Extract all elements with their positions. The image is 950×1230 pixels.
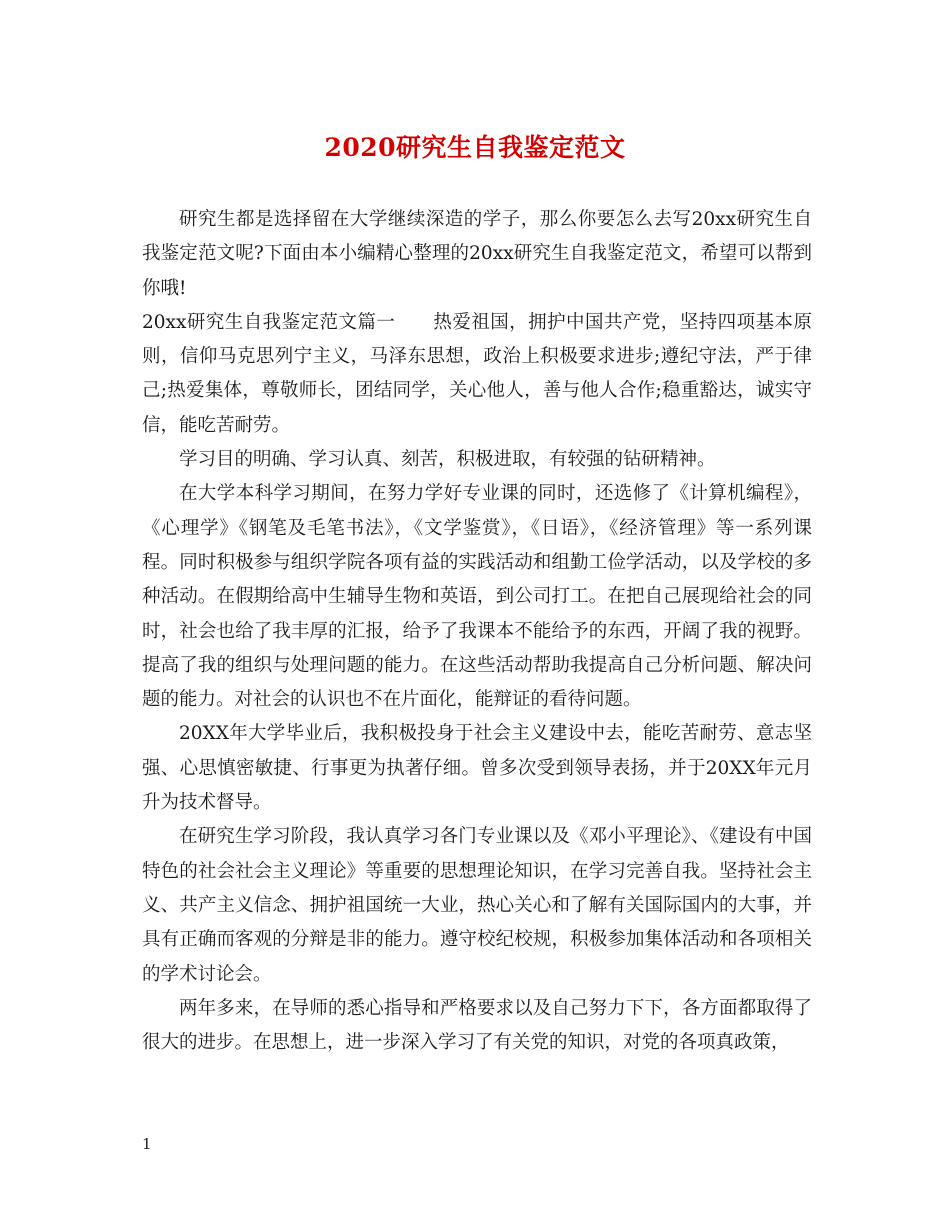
document-body — [142, 203, 812, 1060]
paragraph: 两年多来，在导师的悉心指导和严格要求以及自己努力下下，各方面都取得了很大的进步。在思想上，进一步深入学习了有关党的知识，对党的各项真政策， — [142, 997, 812, 1054]
paragraph: 在研究生学习阶段，我认真学习各门专业课以及《邓小平理论》、《建设有中国特色的社会社会主义理论》等重要的思想理论知识，在学习完善自我。坚持社会主义、共产主义信念、拥护祖国统一大业，热心关心和了解有关国际国内的大事，并具有正确而客观的分辩是非的能力。遵守校纪校规，积极参加集体活动和各项相关的学术讨论会。 — [142, 826, 812, 985]
paragraph: 在大学本科学习期间，在努力学好专业课的同时，还选修了《计算机编程》，《心理学》《钢笔及毛笔书法》，《文学鉴赏》，《日语》，《经济管理》等一系列课程。同时积极参与组织学院各项有益的实践活动和组勤工俭学活动，以及学校的多种活动。在假期给高中生辅导生物和英语，到公司打工。在把自己展现给社会的同时，社会也给了我丰厚的汇报，给予了我课本不能给予的东西，开阔了我的视野。提高了我的组织与处理问题的能力。在这些活动帮助我提高自己分析问题、解决问题的能力。对社会的认识也不在片面化，能辩证的看待问题。 — [142, 483, 812, 711]
paragraph: 20XX年大学毕业后，我积极投身于社会主义建设中去，能吃苦耐劳、意志坚强、心思慎密敏捷、行事更为执著仔细。曾多次受到领导表扬，并于20XX年元月升为技术督导。 — [142, 723, 812, 814]
paragraph-text: 热爱祖国，拥护中国共产党，坚持四项基本原则，信仰马克思列宁主义，马泽东思想，政治上积极要求进步;遵纪守法，严于律己;热爱集体，尊敬师长，团结同学，关心他人，善与他人合作;稳重豁达，诚实守信，能吃苦耐劳。 — [142, 311, 812, 436]
intro-paragraph: 研究生都是选择留在大学继续深造的学子，那么你要怎么去写20xx研究生自我鉴定范文呢?下面由本小编精心整理的20xx研究生自我鉴定范文，希望可以帮到你哦! — [142, 209, 812, 299]
section-first-paragraph — [142, 306, 812, 443]
section-heading: 20xx研究生自我鉴定范文篇一 — [142, 311, 396, 333]
page-number: 1 — [142, 1135, 152, 1153]
paragraph: 学习目的明确、学习认真、刻苦，积极进取，有较强的钻研精神。 — [179, 449, 716, 471]
document-title: 2020研究生自我鉴定范文 — [324, 133, 626, 162]
